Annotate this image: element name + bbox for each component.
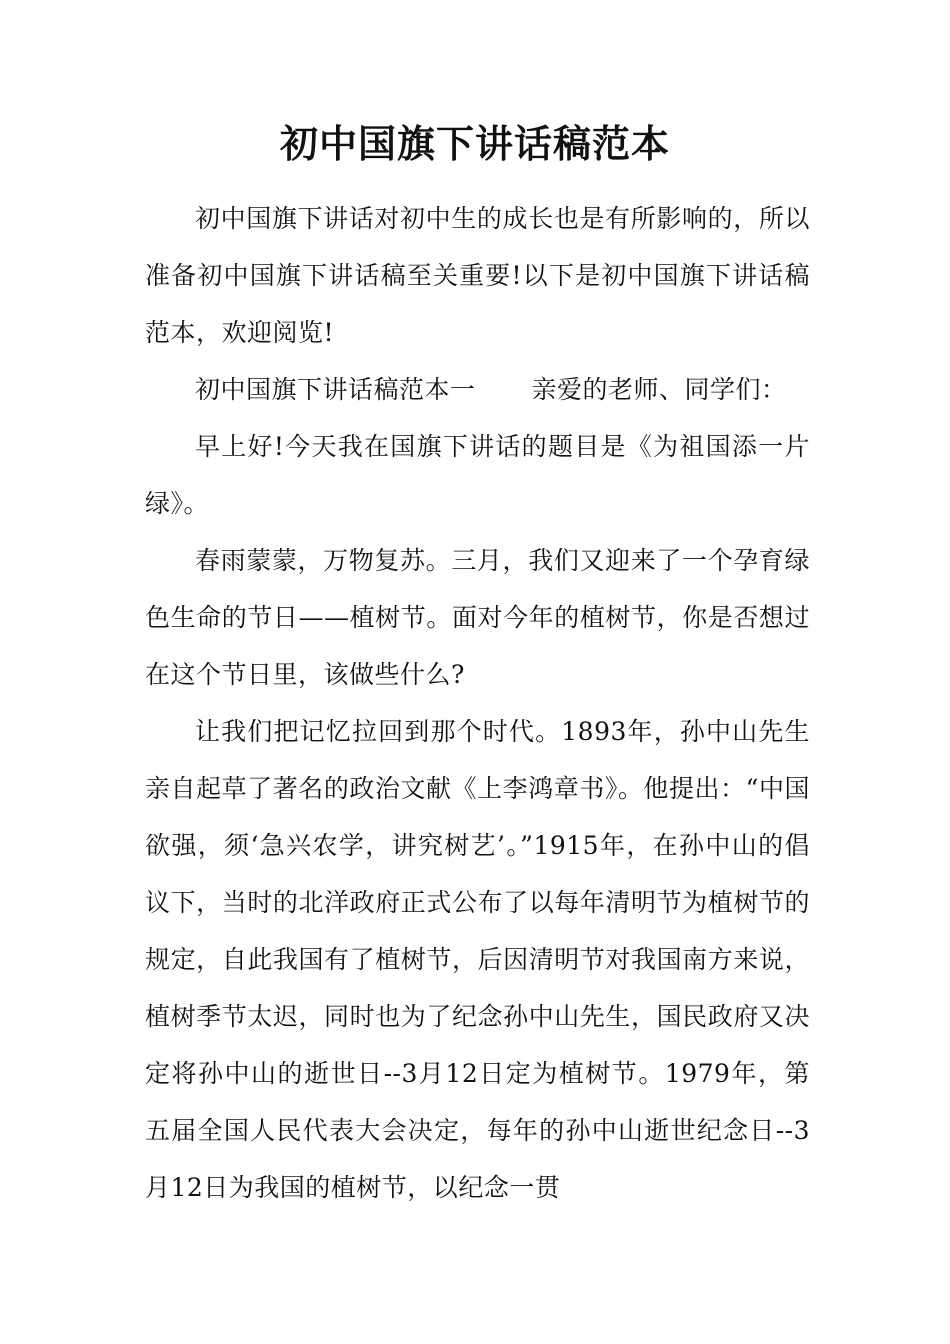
section-heading: 初中国旗下讲话稿范本一 bbox=[195, 375, 476, 404]
intro-paragraph: 初中国旗下讲话对初中生的成长也是有所影响的，所以准备初中国旗下讲话稿至关重要!以下是初中国旗下讲话稿范本，欢迎阅览! bbox=[145, 204, 810, 347]
spring-paragraph: 春雨蒙蒙，万物复苏。三月，我们又迎来了一个孕育绿色生命的节日——植树节。面对今年的植树节，你是否想过在这个节日里，该做些什么? bbox=[145, 546, 810, 689]
document-body bbox=[145, 190, 810, 1216]
section-heading-line bbox=[145, 361, 810, 418]
salutation: 亲爱的老师、同学们： bbox=[531, 375, 787, 404]
greeting-paragraph: 早上好!今天我在国旗下讲话的题目是《为祖国添一片绿》。 bbox=[145, 432, 810, 518]
history-paragraph: 让我们把记忆拉回到那个时代。1893年，孙中山先生亲自起草了著名的政治文献《上李鸿章书》。他提出：“中国欲强，须‘急兴农学，讲究树艺’。”1915年，在孙中山的倡议下，当时的北洋政府正式公布了以每年清明节为植树节的规定，自此我国有了植树节，后因清明节对我国南方来说，植树季节太迟，同时也为了纪念孙中山先生，国民政府又决定将孙中山的逝世日--3月12日定为植树节。1979年，第五届全国人民代表大会决定，每年的孙中山逝世纪念日--3月12日为我国的植树节，以纪念一贯 bbox=[145, 717, 810, 1202]
document-title: 初中国旗下讲话稿范本 bbox=[279, 122, 670, 166]
